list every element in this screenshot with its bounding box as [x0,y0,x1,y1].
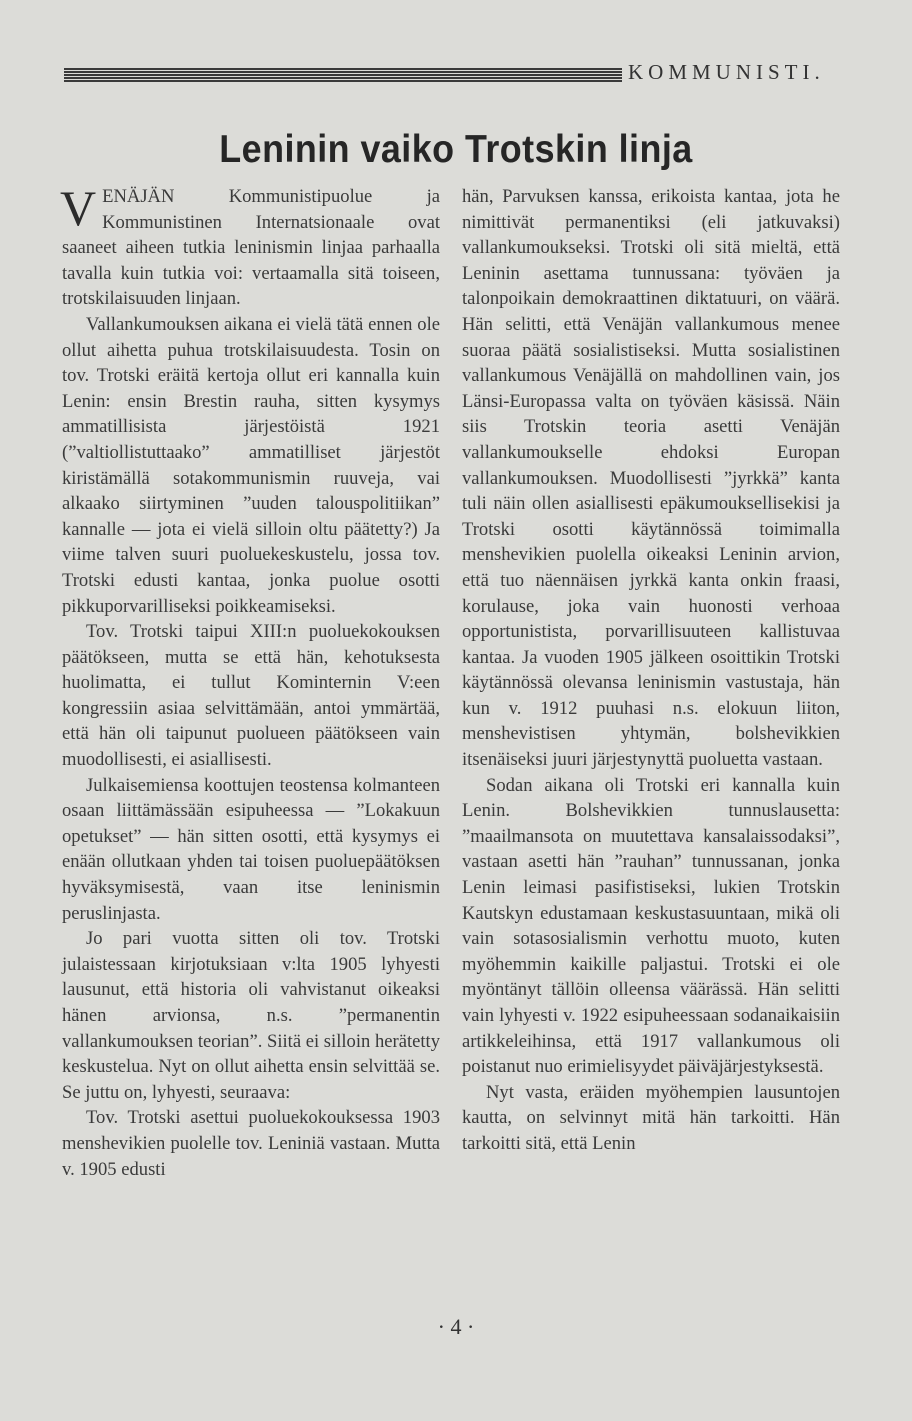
paragraph-8: Sodan aikana oli Trotski eri kannalla kuin Lenin. Bolshevikkien tunnuslausetta: ”maailmansota on muutettava kansalaissodaksi”, vastaan asetti hän ”rauhan” tunnussanan, jonka Lenin leimasi pasifistiseksi, lukien Trotskin Kautskyn edustamaan keskustasuuntaan, mikä oli vain sotasosialismin verhottu muoto, kuten myöhemmin kaikille paljastui. Trotski ei ole myöntänyt tällöin olleensa väärässä. Hän selitti vain lyhyesti v. 1922 esipuheessaan sodanaikaisiin artikkeleihinsa, että 1917 vallankumous oli poistanut nuo erimielisyydet päiväjärjestyksestä. [462,774,840,1078]
paragraph-2: Vallankumouksen aikana ei vielä tätä ennen ole ollut aihetta puhua trotskilaisuudesta. Tosin on tov. Trotski eräitä kertoja ollut eri kannalla kuin Lenin: ensin Brestin rauha, sitten kysymys ammatillisista järjestöistä 1921 (”valtiollistuttaako” ammatilliset järjestöt kiristämällä sotakommunismin ruuveja, vai alkaako siirtyminen ”uuden talouspolitiikan” kannalle — jota ei vielä silloin oltu päätetty?) Ja viime talven suuri puoluekeskustelu, jossa tov. Trotski edusti kantaa, jonka puolue osotti pikkuporvarilliseksi poikkeamiseksi. [62,313,440,617]
header-rule [64,68,622,82]
right-column [462,184,840,1157]
paragraph-7: hän, Parvuksen kanssa, erikoista kantaa, jota he nimittivät permanentiksi (eli jatkuvaksi) vallankumoukseksi. Trotski oli sitä mieltä, että Leninin asettama tunnussana: työväen ja talonpoikain demokraattinen diktatuuri, on väärä. Hän selitti, että Venäjän vallankumous menee suoraa päätä sosialistiseksi. Mutta sosialistinen vallankumous Venäjällä on mahdollinen vain, jos Länsi-Europassa valta on työväen käsissä. Näin siis Trotskin teoria asetti Venäjän vallankumoukselle ehdoksi Europan vallankumouksen. Muodollisesti ”jyrkkä” kanta tuli näin ollen asiallisesti epäkumouksellisekisi ja Trotski osotti käytännössä toimimalla menshevikien puolella oikeaksi Leninin arvion, että tuo näennäisen jyrkkä kanta onkin fraasi, korulause, joka vain huonosti verhoaa opportunistista, porvarillisuuteen kallistuvaa kantaa. Ja vuoden 1905 jälkeen osoittikin Trotski käytännössä olevansa leninismin vastustaja, hän kun v. 1912 puuhasi n.s. elokuun liiton, menshevistisen yhtymän, bolshevikkien itsenäiseksi juuri järjestynyttä puoluetta vastaan. [462,186,840,771]
page-number: · 4 · [437,1314,475,1339]
masthead: KOMMUNISTI. [628,60,825,84]
left-column [60,180,440,1182]
paragraph-3: Tov. Trotski taipui XIII:n puoluekokouksen päätökseen, mutta se että hän, kehotuksesta huolimatta, ei tullut Kominternin V:een kongressiin asiaa selvittämään, antoi ymmärtää, että hän oli taipunut puolueen päätökseen vain muodollisesti, ei asiallisesti. [62,621,440,771]
paragraph-1 [60,180,440,312]
paragraph-5: Jo pari vuotta sitten oli tov. Trotski julaistessaan kirjotuksiaan v:lta 1905 lyhyesti lausunut, että historia oli vahvistanut oikeaksi hänen arvionsa, n.s. ”permanentin vallankumouksen teorian”. Siitä ei silloin herätetty keskustelua. Nyt on ollut aihetta ensin selvittää se. Se juttu on, lyhyesti, seuraava: [62,928,440,1103]
paragraph-1-text: ENÄJÄN Kommunistipuolue ja Kommunistinen Internatsionaale ovat saaneet aiheen tutkia leninismin linjaa parhaalla tavalla kuin tutkia voi: vertaamalla sitä toiseen, trotskilaisuuden linjaan. [62,186,440,310]
drop-cap: V [60,180,97,236]
paragraph-4: Julkaisemiensa koottujen teostensa kolmanteen osaan liittämässään esipuheessa — ”Lokakuun opetukset” — hän sitten osotti, että kysymys ei enään ollutkaan yhden tai toisen puoluepäätöksen hyväksymisestä, vaan itse leninismin peruslinjasta. [62,774,440,924]
paragraph-9: Nyt vasta, eräiden myöhempien lausuntojen kautta, on selvinnyt mitä hän tarkoitti. Hän tarkoitti sitä, että Lenin [462,1081,840,1154]
paragraph-6: Tov. Trotski asettui puoluekokouksessa 1903 menshevikien puolelle tov. Leniniä vastaan. Mutta v. 1905 edusti [62,1107,440,1180]
article-title: Leninin vaiko Trotskin linja [219,128,693,171]
